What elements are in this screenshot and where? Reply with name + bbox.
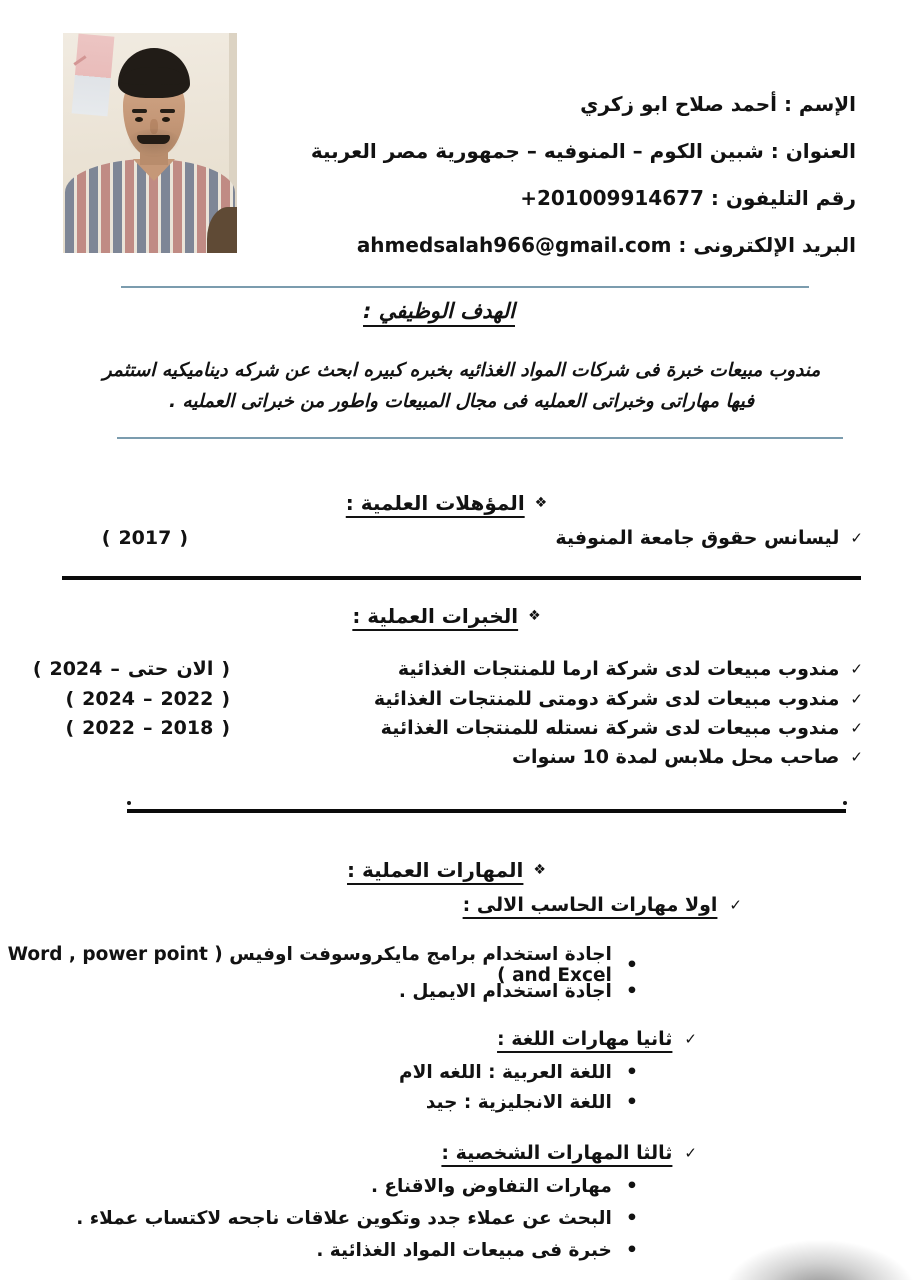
experience-date: ( 2024 – 2022 ) <box>65 688 230 710</box>
skill-item-text: اجادة استخدام برامج مايكروسوفت اوفيس ( Word , power point and Excel ) <box>7 944 612 986</box>
eyebrow-left <box>132 109 147 113</box>
section-skills-title-text: المهارات العملية : <box>347 858 524 882</box>
skill-item <box>316 1240 638 1261</box>
subsection-computer-title-text: اولا مهارات الحاسب الالى : <box>462 894 718 916</box>
skill-item-text: اللغة الانجليزية : جيد <box>425 1092 612 1113</box>
profile-photo <box>63 33 237 253</box>
bullet-icon: • <box>625 1175 638 1197</box>
heavy-rule-1 <box>62 576 861 580</box>
eye-left <box>135 117 143 122</box>
bullet-icon: • <box>625 1091 638 1113</box>
skill-item <box>399 981 638 1002</box>
experience-item-text: صاحب محل ملابس لمدة 10 سنوات <box>511 746 840 768</box>
skill-item <box>426 1092 638 1113</box>
contact-block <box>311 80 856 268</box>
check-icon: ✓ <box>850 690 863 708</box>
bullet-icon: • <box>625 953 638 976</box>
check-icon: ✓ <box>850 719 863 737</box>
bullet-icon: • <box>625 1207 638 1229</box>
contact-address: العنوان : شبين الكوم – المنوفيه – جمهورية مصر العربية <box>310 138 856 163</box>
check-icon: ✓ <box>729 896 742 914</box>
skill-item <box>0 944 638 986</box>
divider-top <box>121 286 809 288</box>
contact-name: الإسم : أحمد صلاح ابو زكري <box>580 91 856 116</box>
objective-text-line-1: مندوب مبيعات خبرة فى شركات المواد الغذائيه بخبره كبيره ابحث عن شركه ديناميكيه استثمر <box>102 360 821 381</box>
objective-title <box>0 299 878 323</box>
subsection-personal-title-text: ثالثا المهارات الشخصية : <box>441 1142 673 1164</box>
section-experience-title-text: الخبرات العملية : <box>352 604 519 628</box>
subsection-personal-title <box>441 1142 697 1164</box>
diamond-icon: ❖ <box>533 862 546 878</box>
skill-item <box>399 1062 638 1083</box>
skill-item-text: اجادة استخدام الايميل . <box>398 981 612 1002</box>
experience-date: ( 2022 – 2018 ) <box>65 717 230 739</box>
mustache <box>137 135 170 144</box>
section-qualifications-title-text: المؤهلات العلمية : <box>345 491 525 515</box>
objective-text-line-2: فيها مهاراتى وخبراتى العمليه فى مجال المبيعات واطور من خبراتى العمليه . <box>168 391 755 412</box>
wall-poster <box>72 34 115 117</box>
check-icon: ✓ <box>850 660 863 678</box>
skill-item-text: مهارات التفاوض والاقناع . <box>370 1176 612 1197</box>
contact-email: البريد الإلكترونى : ahmedsalah966@gmail.com <box>356 232 856 257</box>
experience-item <box>512 746 863 768</box>
experience-date: ( 2024 – حتى الان ) <box>32 658 230 680</box>
divider-bottom <box>117 437 843 439</box>
eye-right <box>162 117 170 122</box>
skill-item-text: اللغة العربية : اللغه الام <box>399 1062 612 1083</box>
subsection-language-title-text: ثانيا مهارات اللغة : <box>497 1028 673 1050</box>
eyebrow-right <box>160 109 175 113</box>
experience-item <box>381 717 863 739</box>
skill-item-text: خبرة فى مبيعات المواد الغذائية . <box>316 1240 612 1261</box>
skill-item-text: البحث عن عملاء جدد وتكوين علاقات ناجحه لاكتساب عملاء . <box>76 1208 612 1229</box>
experience-item <box>374 688 863 710</box>
objective-title-text: الهدف الوظيفي : <box>363 299 515 323</box>
check-icon: ✓ <box>684 1144 697 1162</box>
qualification-item <box>555 527 863 549</box>
section-experience-title <box>0 604 893 628</box>
experience-item-text: مندوب مبيعات لدى شركة دومتى للمنتجات الغذائية <box>373 688 840 710</box>
skill-item <box>371 1176 638 1197</box>
bullet-icon: • <box>625 1061 638 1083</box>
bullet-icon: • <box>625 1239 638 1261</box>
check-icon: ✓ <box>850 529 863 547</box>
check-icon: ✓ <box>684 1030 697 1048</box>
rule-end-dot-right <box>843 801 847 805</box>
experience-item-text: مندوب مبيعات لدى شركة نستله للمنتجات الغذائية <box>380 717 840 739</box>
section-qualifications-title <box>0 491 893 515</box>
rule-end-dot-left <box>127 801 131 805</box>
skill-item <box>76 1208 638 1229</box>
contact-phone: رقم التليفون : 201009914677+ <box>520 185 856 210</box>
bullet-icon: • <box>625 980 638 1002</box>
subsection-computer-title <box>463 894 742 916</box>
experience-item-text: مندوب مبيعات لدى شركة ارما للمنتجات الغذائية <box>397 658 840 680</box>
qualification-date: ( 2017 ) <box>101 527 188 549</box>
experience-item <box>398 658 863 680</box>
check-icon: ✓ <box>850 748 863 766</box>
diamond-icon: ❖ <box>534 495 548 511</box>
diamond-icon: ❖ <box>528 608 541 624</box>
heavy-rule-2 <box>127 809 846 813</box>
section-skills-title <box>0 858 893 882</box>
qualification-item-text: ليسانس حقوق جامعة المنوفية <box>555 527 840 549</box>
subsection-language-title <box>497 1028 697 1050</box>
scan-corner-shadow <box>690 1215 923 1280</box>
